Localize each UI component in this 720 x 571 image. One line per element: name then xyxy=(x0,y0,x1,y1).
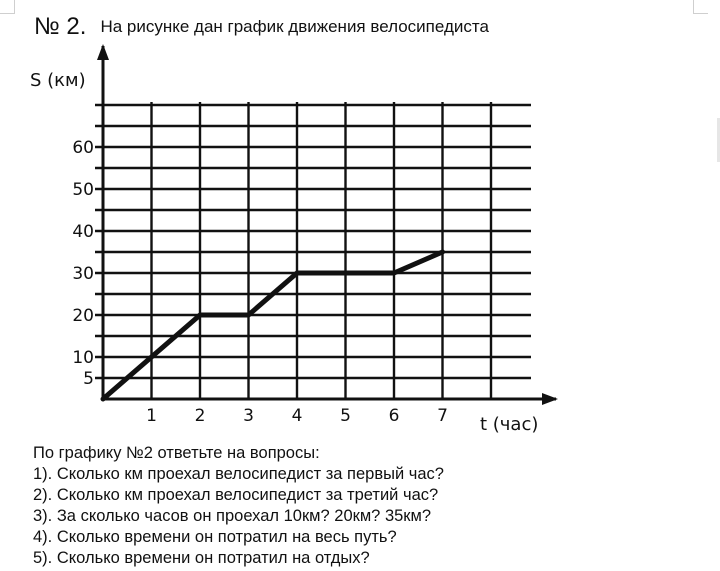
x-axis-title: t (час) xyxy=(480,414,539,435)
task-title: На рисунке дан график движения велосипедиста xyxy=(100,17,489,36)
y-axis-arrow xyxy=(97,44,109,60)
questions-block xyxy=(33,443,693,569)
x-tick-label: 2 xyxy=(194,406,206,426)
question-item: 2). Сколько км проехал велосипедист за третий час? xyxy=(33,486,439,504)
y-tick-label: 50 xyxy=(72,180,94,200)
y-tick-label: 10 xyxy=(72,348,94,368)
y-tick-label: 20 xyxy=(72,306,94,326)
y-tick-label: 30 xyxy=(72,264,94,284)
x-tick-label: 1 xyxy=(146,406,157,426)
question-item: 3). За сколько часов он проехал 10км? 20км? 35км? xyxy=(33,507,432,525)
x-tick-label: 5 xyxy=(340,406,351,426)
chart-tick-labels xyxy=(72,138,448,426)
question-item: 4). Сколько времени он потратил на весь путь? xyxy=(33,528,397,546)
questions-list xyxy=(33,464,693,569)
x-tick-label: 7 xyxy=(437,406,448,426)
y-tick-label: 5 xyxy=(83,369,94,389)
y-tick-label: 40 xyxy=(72,222,94,242)
chart-grid xyxy=(95,102,531,399)
y-axis-title: S (км) xyxy=(30,70,86,91)
y-tick-label: 60 xyxy=(72,138,94,158)
question-item: 1). Сколько км проехал велосипедист за первый час? xyxy=(33,465,444,483)
x-tick-label: 6 xyxy=(388,406,400,426)
x-tick-label: 3 xyxy=(243,406,254,426)
x-axis-arrow xyxy=(542,393,558,405)
chart-axes xyxy=(97,44,558,405)
task-number: № 2. xyxy=(34,13,87,40)
x-tick-label: 4 xyxy=(291,406,303,426)
question-item: 5). Сколько времени он потратил на отдых? xyxy=(33,549,370,567)
questions-title: По графику №2 ответьте на вопросы: xyxy=(33,444,320,462)
